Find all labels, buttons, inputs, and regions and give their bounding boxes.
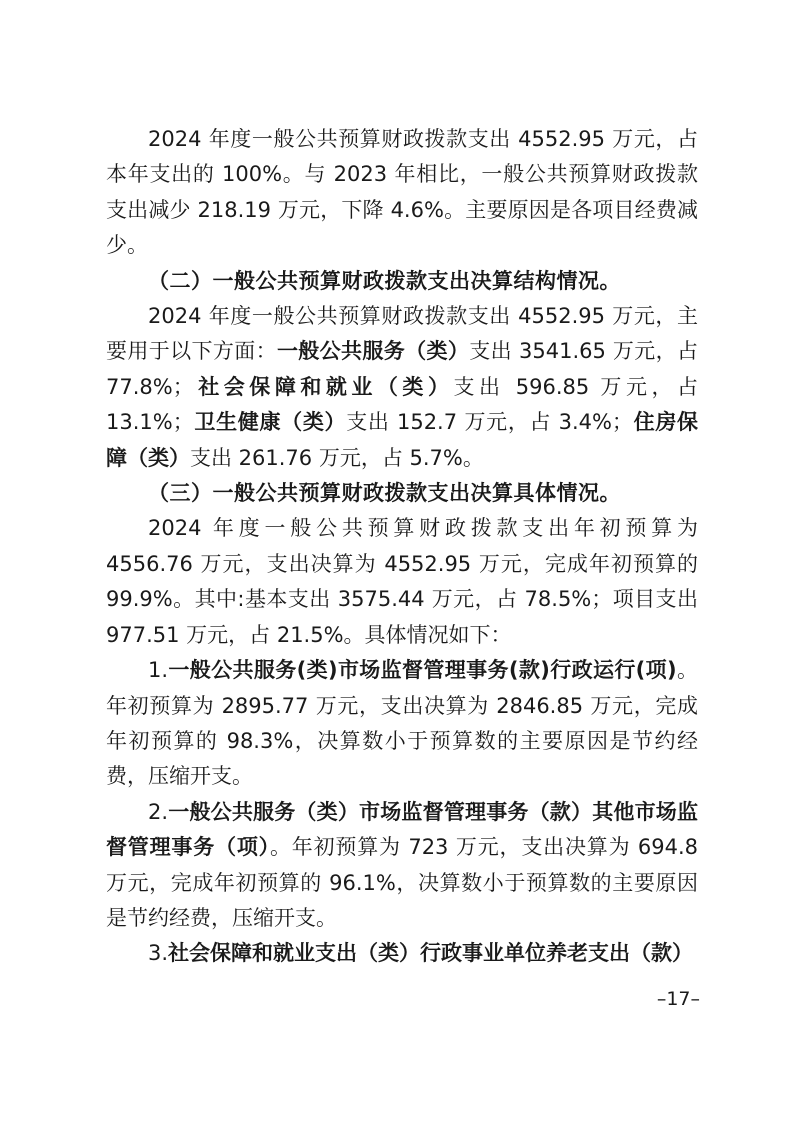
paragraph-expenditure-total: 2024 年度一般公共预算财政拨款支出 4552.95 万元，占本年支出的 100%。与 2023 年相比，一般公共预算财政拨款支出减少 218.19 万元，下降 4.6%。主要原因是各项目经费减少。 (106, 127, 698, 258)
heading-details: （三）一般公共预算财政拨款支出决算具体情况。 (148, 481, 621, 506)
structure-text-housing: 支出 261.76 万元，占 5.7%。 (190, 445, 484, 470)
category-health: 卫生健康（类） (193, 410, 347, 435)
list-item-3-number: 3. (148, 941, 169, 966)
category-social-security: 社会保障和就业（类） (193, 374, 454, 399)
structure-text-general-public-services: 支出 3541.65 万元，占 77.8%； (106, 339, 699, 399)
structure-text-health: 支出 152.7 万元，占 3.4%； (346, 410, 633, 435)
category-general-public-services: 一般公共服务（类） (276, 339, 470, 364)
heading-structure: （二）一般公共预算财政拨款支出决算结构情况。 (148, 268, 621, 293)
list-item-1-title: 一般公共服务(类)市场监督管理事务(款)行政运行(项) (168, 658, 677, 683)
list-item-2-title: 一般公共服务（类）市场监督管理事务（款）其他市场监督管理事务（项） (106, 799, 698, 860)
structure-intro-text: 2024 年度一般公共预算财政拨款支出 4552.95 万元，主要用于以下方面： (106, 304, 698, 364)
list-item-1-text: 。年初预算为 2895.77 万元，支出决算为 2846.85 万元，完成年初预算的 98.3%，决算数小于预算数的主要原因是节约经费，压缩开支。 (106, 658, 698, 789)
document-body (106, 122, 698, 972)
list-item-3-title: 社会保障和就业支出（类）行政事业单位养老支出（款） (168, 941, 694, 966)
list-item-2-text: 。年初预算为 723 万元，支出决算为 694.8 万元，完成年初预算的 96.1%，决算数小于预算数的主要原因是节约经费，压缩开支。 (106, 835, 698, 930)
category-housing: 住房保障（类） (106, 410, 699, 470)
list-item-2-number: 2. (148, 799, 169, 824)
page-number: –17– (656, 988, 700, 1010)
list-item-3 (106, 936, 698, 971)
list-item-1-number: 1. (148, 658, 169, 683)
list-item-2 (106, 795, 698, 937)
list-item-1 (106, 653, 698, 795)
paragraph-expenditure-details: 2024 年度一般公共预算财政拨款支出年初预算为 4556.76 万元，支出决算为 4552.95 万元，完成年初预算的 99.9%。其中:基本支出 3575.44 万元，占 78.5%；项目支出 977.51 万元，占 21.5%。具体情况如下： (106, 516, 698, 647)
structure-text-social-security: 支出 596.85 万元，占 13.1%； (106, 374, 698, 435)
paragraph-expenditure-structure (106, 299, 698, 476)
